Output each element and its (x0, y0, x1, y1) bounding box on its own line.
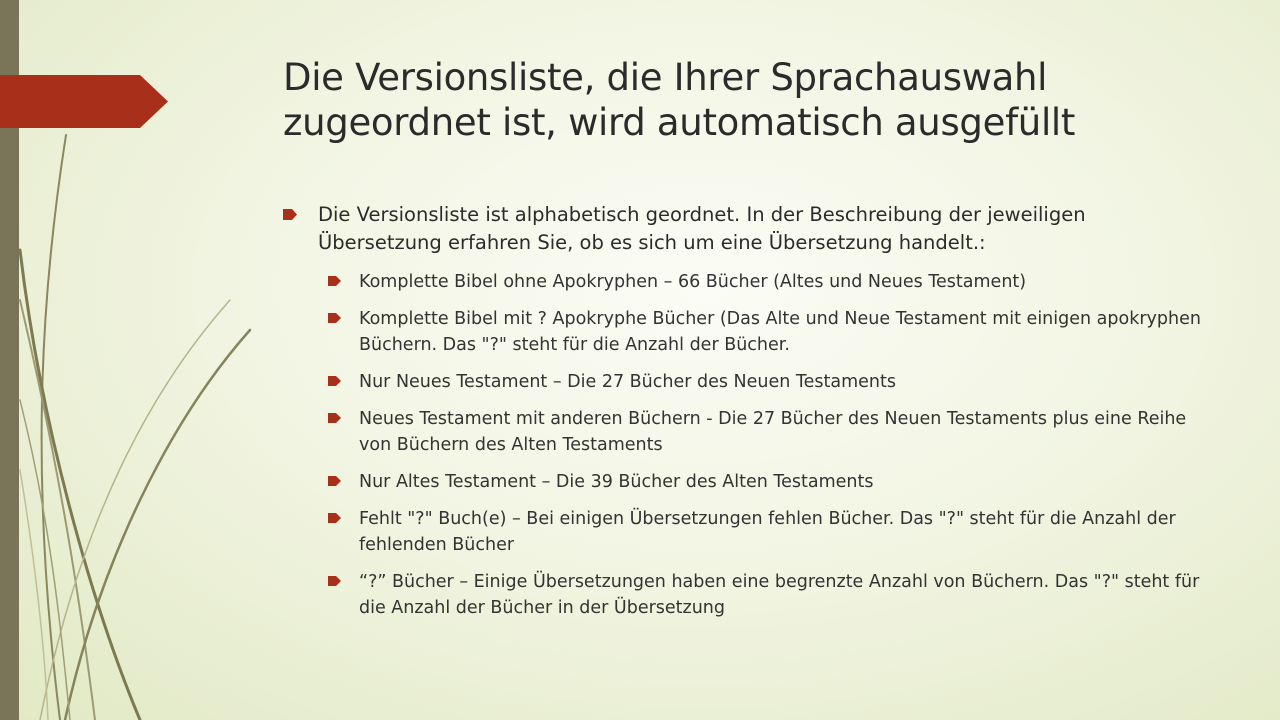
list-item (328, 306, 1203, 358)
list-item (328, 469, 1203, 495)
arrow-bullet-icon (328, 476, 341, 486)
slide-content (283, 201, 1203, 632)
list-item (328, 269, 1203, 295)
arrow-bullet-icon (328, 276, 341, 286)
list-item-text: Fehlt "?" Buch(e) – Bei einigen Übersetzungen fehlen Bücher. Das "?" steht für die Anzahl der fehlenden Bücher (359, 509, 1176, 555)
arrow-bullet-icon (328, 376, 341, 386)
arrow-bullet-icon (328, 576, 341, 586)
list-item-text: “?” Bücher – Einige Übersetzungen haben eine begrenzte Anzahl von Büchern. Das "?" steht für die Anzahl der Bücher in der Übersetzung (359, 572, 1200, 618)
arrow-bullet-icon (328, 413, 341, 423)
intro-bullet (283, 201, 1203, 257)
title-line-2: zugeordnet ist, wird automatisch ausgefüllt (283, 101, 1076, 144)
list-item-text: Neues Testament mit anderen Büchern - Die 27 Bücher des Neuen Testaments plus eine Reihe von Büchern des Alten Testaments (359, 409, 1187, 455)
list-item-text: Nur Neues Testament – Die 27 Bücher des Neuen Testaments (359, 372, 896, 392)
list-item-text: Komplette Bibel ohne Apokryphen – 66 Bücher (Altes und Neues Testament) (359, 272, 1027, 292)
arrow-flag-icon (0, 75, 168, 128)
list-item (328, 569, 1203, 621)
list-item (328, 406, 1203, 458)
arrow-bullet-icon (328, 313, 341, 323)
arrow-bullet-icon (283, 209, 297, 220)
arrow-bullet-icon (328, 513, 341, 523)
list-item (328, 506, 1203, 558)
title-line-1: Die Versionsliste, die Ihrer Sprachauswahl (283, 56, 1048, 99)
slide-title (283, 55, 1243, 145)
list-item (328, 369, 1203, 395)
list-item-text: Nur Altes Testament – Die 39 Bücher des Alten Testaments (359, 472, 874, 492)
intro-text: Die Versionsliste ist alphabetisch geordnet. In der Beschreibung der jeweiligen Übersetzung erfahren Sie, ob es sich um eine Übersetzung handelt.: (318, 203, 1086, 254)
list-item-text: Komplette Bibel mit ? Apokryphe Bücher (Das Alte und Neue Testament mit einigen apokryphen Büchern. Das "?" steht für die Anzahl der Bücher. (359, 309, 1201, 355)
